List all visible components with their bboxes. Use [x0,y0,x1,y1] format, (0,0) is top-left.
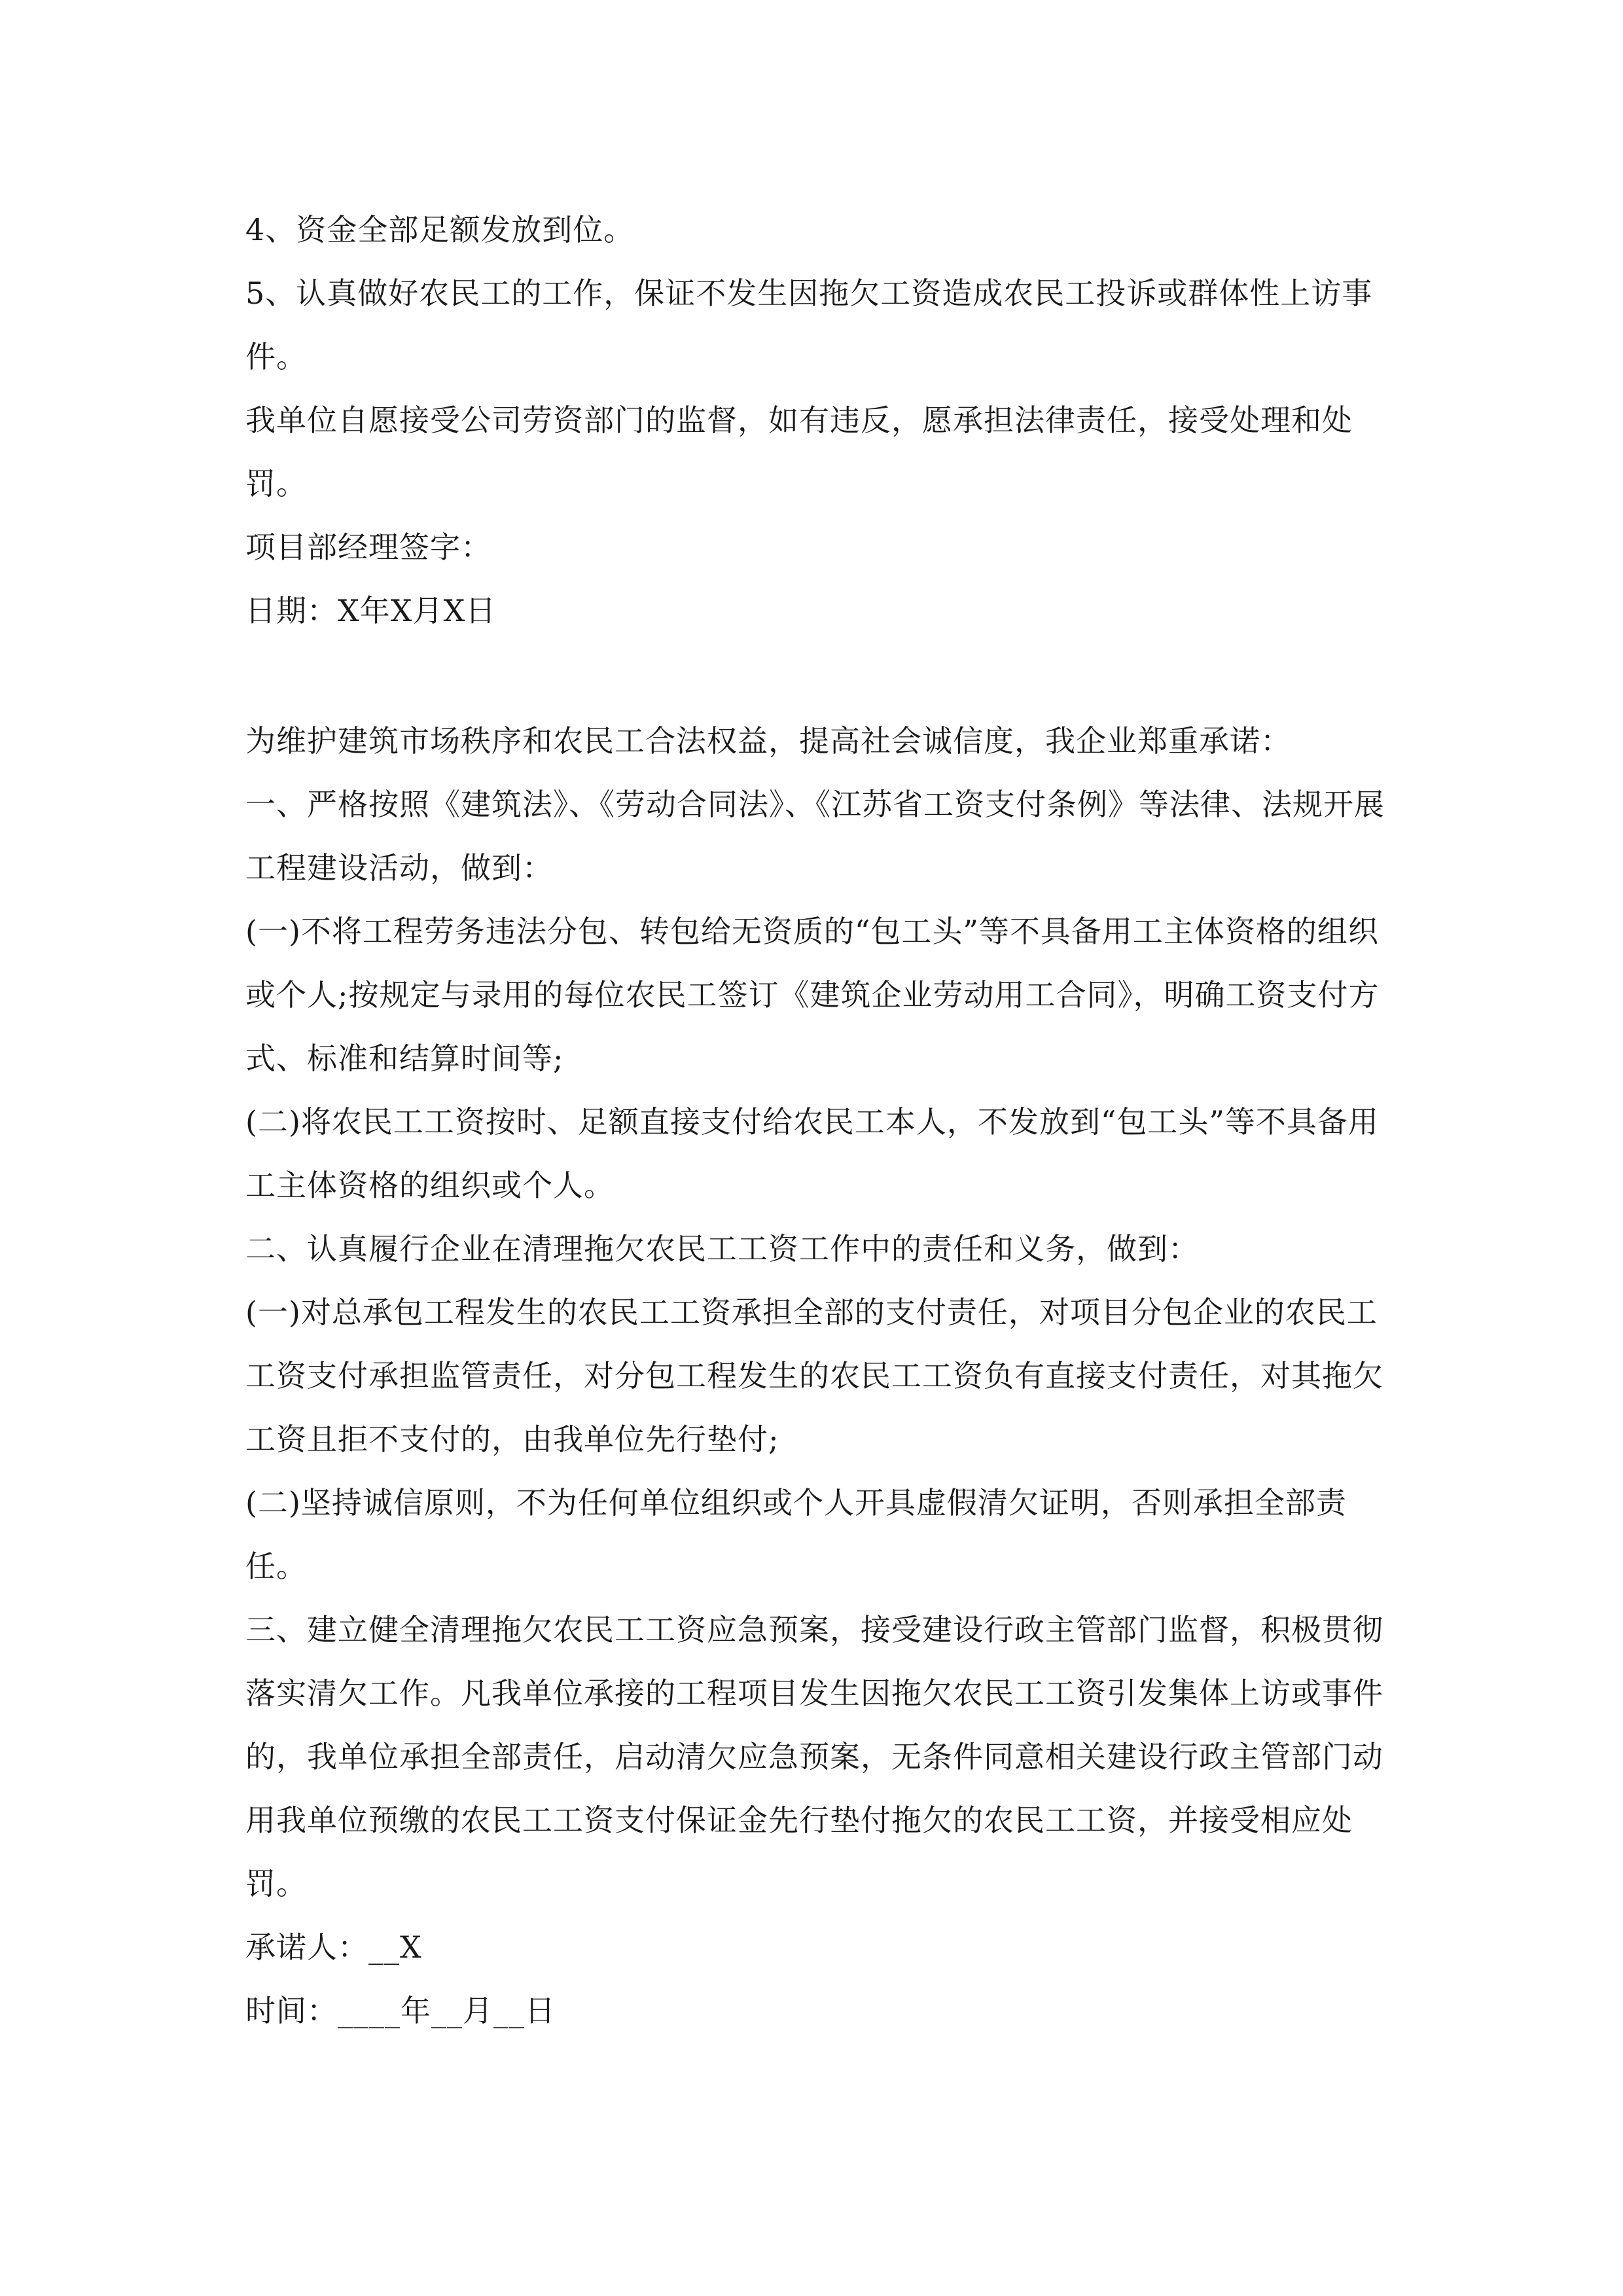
item-5: 5、认真做好农民工的工作，保证不发生因拖欠工资造成农民工投诉或群体性上访事件。 [245,276,1373,374]
clause-1-a: (一)不将工程劳务违法分包、转包给无资质的“包工头”等不具备用工主体资格的组织或个人;按规定与录用的每位农民工签订《建筑企业劳动用工合同》，明确工资支付方式、标准和结算时间等; [245,914,1380,1076]
item-4: 4、资金全部足额发放到位。 [245,212,635,247]
clause-1: 一、严格按照《建筑法》、《劳动合同法》、《江苏省工资支付条例》等法律、法规开展工程建设活动，做到： [245,787,1385,886]
manager-signature-line: 项目部经理签字： [245,529,491,565]
wage-guarantee-section [245,198,1397,643]
clause-2: 二、认真履行企业在清理拖欠农民工工资工作中的责任和义务，做到： [245,1231,1199,1266]
clause-2-b: (二)坚持诚信原则，不为任何单位组织或个人开具虚假清欠证明，否则承担全部责任。 [245,1485,1347,1584]
date-line: 日期：X年X月X日 [245,593,497,628]
supervision-statement: 我单位自愿接受公司劳资部门的监督，如有违反，愿承担法律责任，接受处理和处罚。 [245,403,1353,501]
clause-3: 三、建立健全清理拖欠农民工工资应急预案，接受建设行政主管部门监督，积极贯彻落实清欠工作。凡我单位承接的工程项目发生因拖欠农民工工资引发集体上访或事件的，我单位承担全部责任，启动清欠应急预案，无条件同意相关建设行政主管部门动用我单位预缴的农民工工资支付保证金先行垫付拖欠的农民工工资，并接受相应处罚。 [245,1612,1383,1901]
commitment-section [245,709,1397,2043]
promisor-line: 承诺人：__X [245,1929,422,1965]
clause-1-b: (二)将农民工工资按时、足额直接支付给农民工本人，不发放到“包工头”等不具备用工主体资格的组织或个人。 [245,1104,1379,1203]
time-line: 时间：____年__月__日 [245,1993,556,2028]
clause-2-a: (一)对总承包工程发生的农民工工资承担全部的支付责任，对项目分包企业的农民工工资支付承担监管责任，对分包工程发生的农民工工资负有直接支付责任，对其拖欠工资且拒不支付的，由我单位先行垫付; [245,1295,1383,1457]
commitment-intro: 为维护建筑市场秩序和农民工合法权益，提高社会诚信度，我企业郑重承诺： [245,723,1291,759]
